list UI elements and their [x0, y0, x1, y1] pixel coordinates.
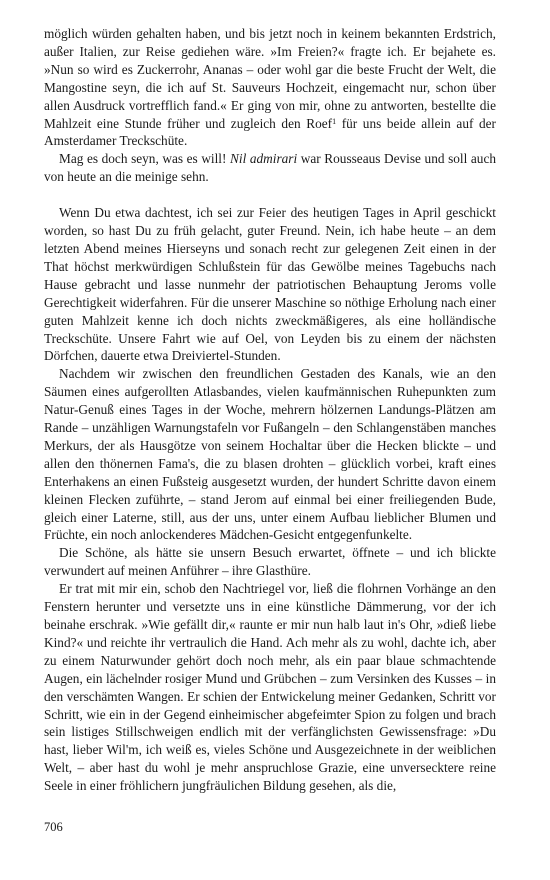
paragraph-2-text: Mag es doch seyn, was es will!: [59, 151, 231, 167]
page-number: 706: [44, 820, 63, 834]
page-text-block: [44, 25, 496, 795]
paragraph-2-text-end: war Rousseaus Devise und soll auch von heute an die meinige sehn.: [44, 151, 496, 185]
paragraph-5-text: Die Schöne, als hätte sie unsern Besuch erwartet, öffnete – und ich blickte verwundert auf meinen Anführer – ihre Glasthüre.: [44, 545, 496, 579]
paragraph-1-text: möglich würden gehalten haben, und bis jetzt noch in keinem bekannten Erdstrich, außer Italien, zur Reise gediehen wäre. »Im Freien?« fragte ich. Er bejahete es. »Nun so wird es Zuckerrohr, Ananas – oder wohl gar die beste Frucht der Welt, die Mangostine seyn, die ich auf St. Sauveurs Hochzeit, eingemacht nur, schon über allen Ausdruck vortrefflich fand.« Er ging von mir, ohne zu antworten, bestellte die Mahlzeit eine Stunde früher und zugleich den Roef: [44, 26, 496, 131]
italic-phrase: Nil admirari: [230, 151, 298, 167]
paragraph-4-text: Nachdem wir zwischen den freundlichen Gestaden des Kanals, wie an den Säumen eines aufgerollten Atlasbandes, vielen kaufmännischen Ruhepunkten zum Natur-Genuß eines Tages in der Woche, mehrern hölzernen Landungs-Plätzen am Rande – unzähligen Warnungstafeln vor Fußangeln – den Schlangenstäben manches Merkurs, der als Hausgötze von seinem Hochaltar über die Hecken blickte – und allen den thönernen Fama's, die zu blasen drohten – glücklich vorbei, kraft eines Enterhakens an einen Fußsteig ausgesetzt wurden, der hundert Schritte davon einem kleinen Flecken zuführte, – stand Jerom auf einmal bei einer freiliegenden Bude, gleich einer Laterne, still, aus der uns, unter einem Aufbau lieblicher Blumen und Früchte, ein noch anlockenderes Mädchen-Gesicht entgegenfunkelte.: [44, 366, 496, 543]
paragraph-3-text: Wenn Du etwa dachtest, ich sei zur Feier des heutigen Tages in April geschickt worden, so hast Du zu früh gelacht, guter Freund. Nein, ich habe heute – an dem letzten Abend meines Hierseyns und sonach recht zur gelegenen Zeit einen in der That höchst merkwürdigen Schlußstein für das Gewölbe meines Tagebuchs nach Hause gebracht und lasse nunmehr der patriotischen Behauptung Jeroms volle Gerechtigkeit widerfahren. Für die unserer Maschine so nöthige Erholung nach einer guten Mahlzeit kenne ich doch nichts zweckmäßigeres, als eine holländische Treckschüte. Unsere Fahrt wie auf Oel, von Leyden bis zu einem der nächsten Dörfchen, dauerte etwa Dreiviertel-Stunden.: [44, 205, 496, 364]
footnote-marker: 1: [332, 116, 337, 126]
paragraph-5: [44, 544, 496, 580]
paragraph-2: [44, 150, 496, 186]
paragraph-4: [44, 365, 496, 544]
paragraph-1-text-end: für uns beide allein auf der Amsterdamer Treckschüte.: [44, 115, 496, 149]
paragraph-6: [44, 580, 496, 795]
paragraph-3: [44, 204, 496, 365]
paragraph-6-text: Er trat mit mir ein, schob den Nachtriegel vor, ließ die flohrnen Vorhänge an den Fenstern herunter und versetzte uns in eine künstliche Dämmerung, vor der ich beinahe erschrak. »Wie gefällt dir,« raunte er mir nun halb laut in's Ohr, »dieß liebe Kind?« und reichte ihr vertraulich die Hand. Ach mehr als zu wohl, dachte ich, aber zu einem Naturwunder gehört doch noch mehr, als ein paar blaue schmachtende Augen, ein lächelnder rosiger Mund und Grübchen – zum Versinken des Kusses – in den verschämten Wangen. Er schien der Entwickelung meiner Gedanken, Schritt vor Schritt, wie ein in der Gegend einheimischer abgefeimter Spion zu folgen und brach sein listiges Stillschweigen endlich mit der verfänglichsten Gewissensfrage: »Du hast, lieber Wil'm, ich weiß es, vieles Schöne und Ausgezeichnete in der weiblichen Welt, – aber hast du wohl je mehr anspruchlose Grazie, eine unversecktere reine Seele in einer fröhlichern jungfräulichen Bildung gesehen, als die,: [44, 581, 496, 794]
paragraph-1: [44, 25, 496, 150]
